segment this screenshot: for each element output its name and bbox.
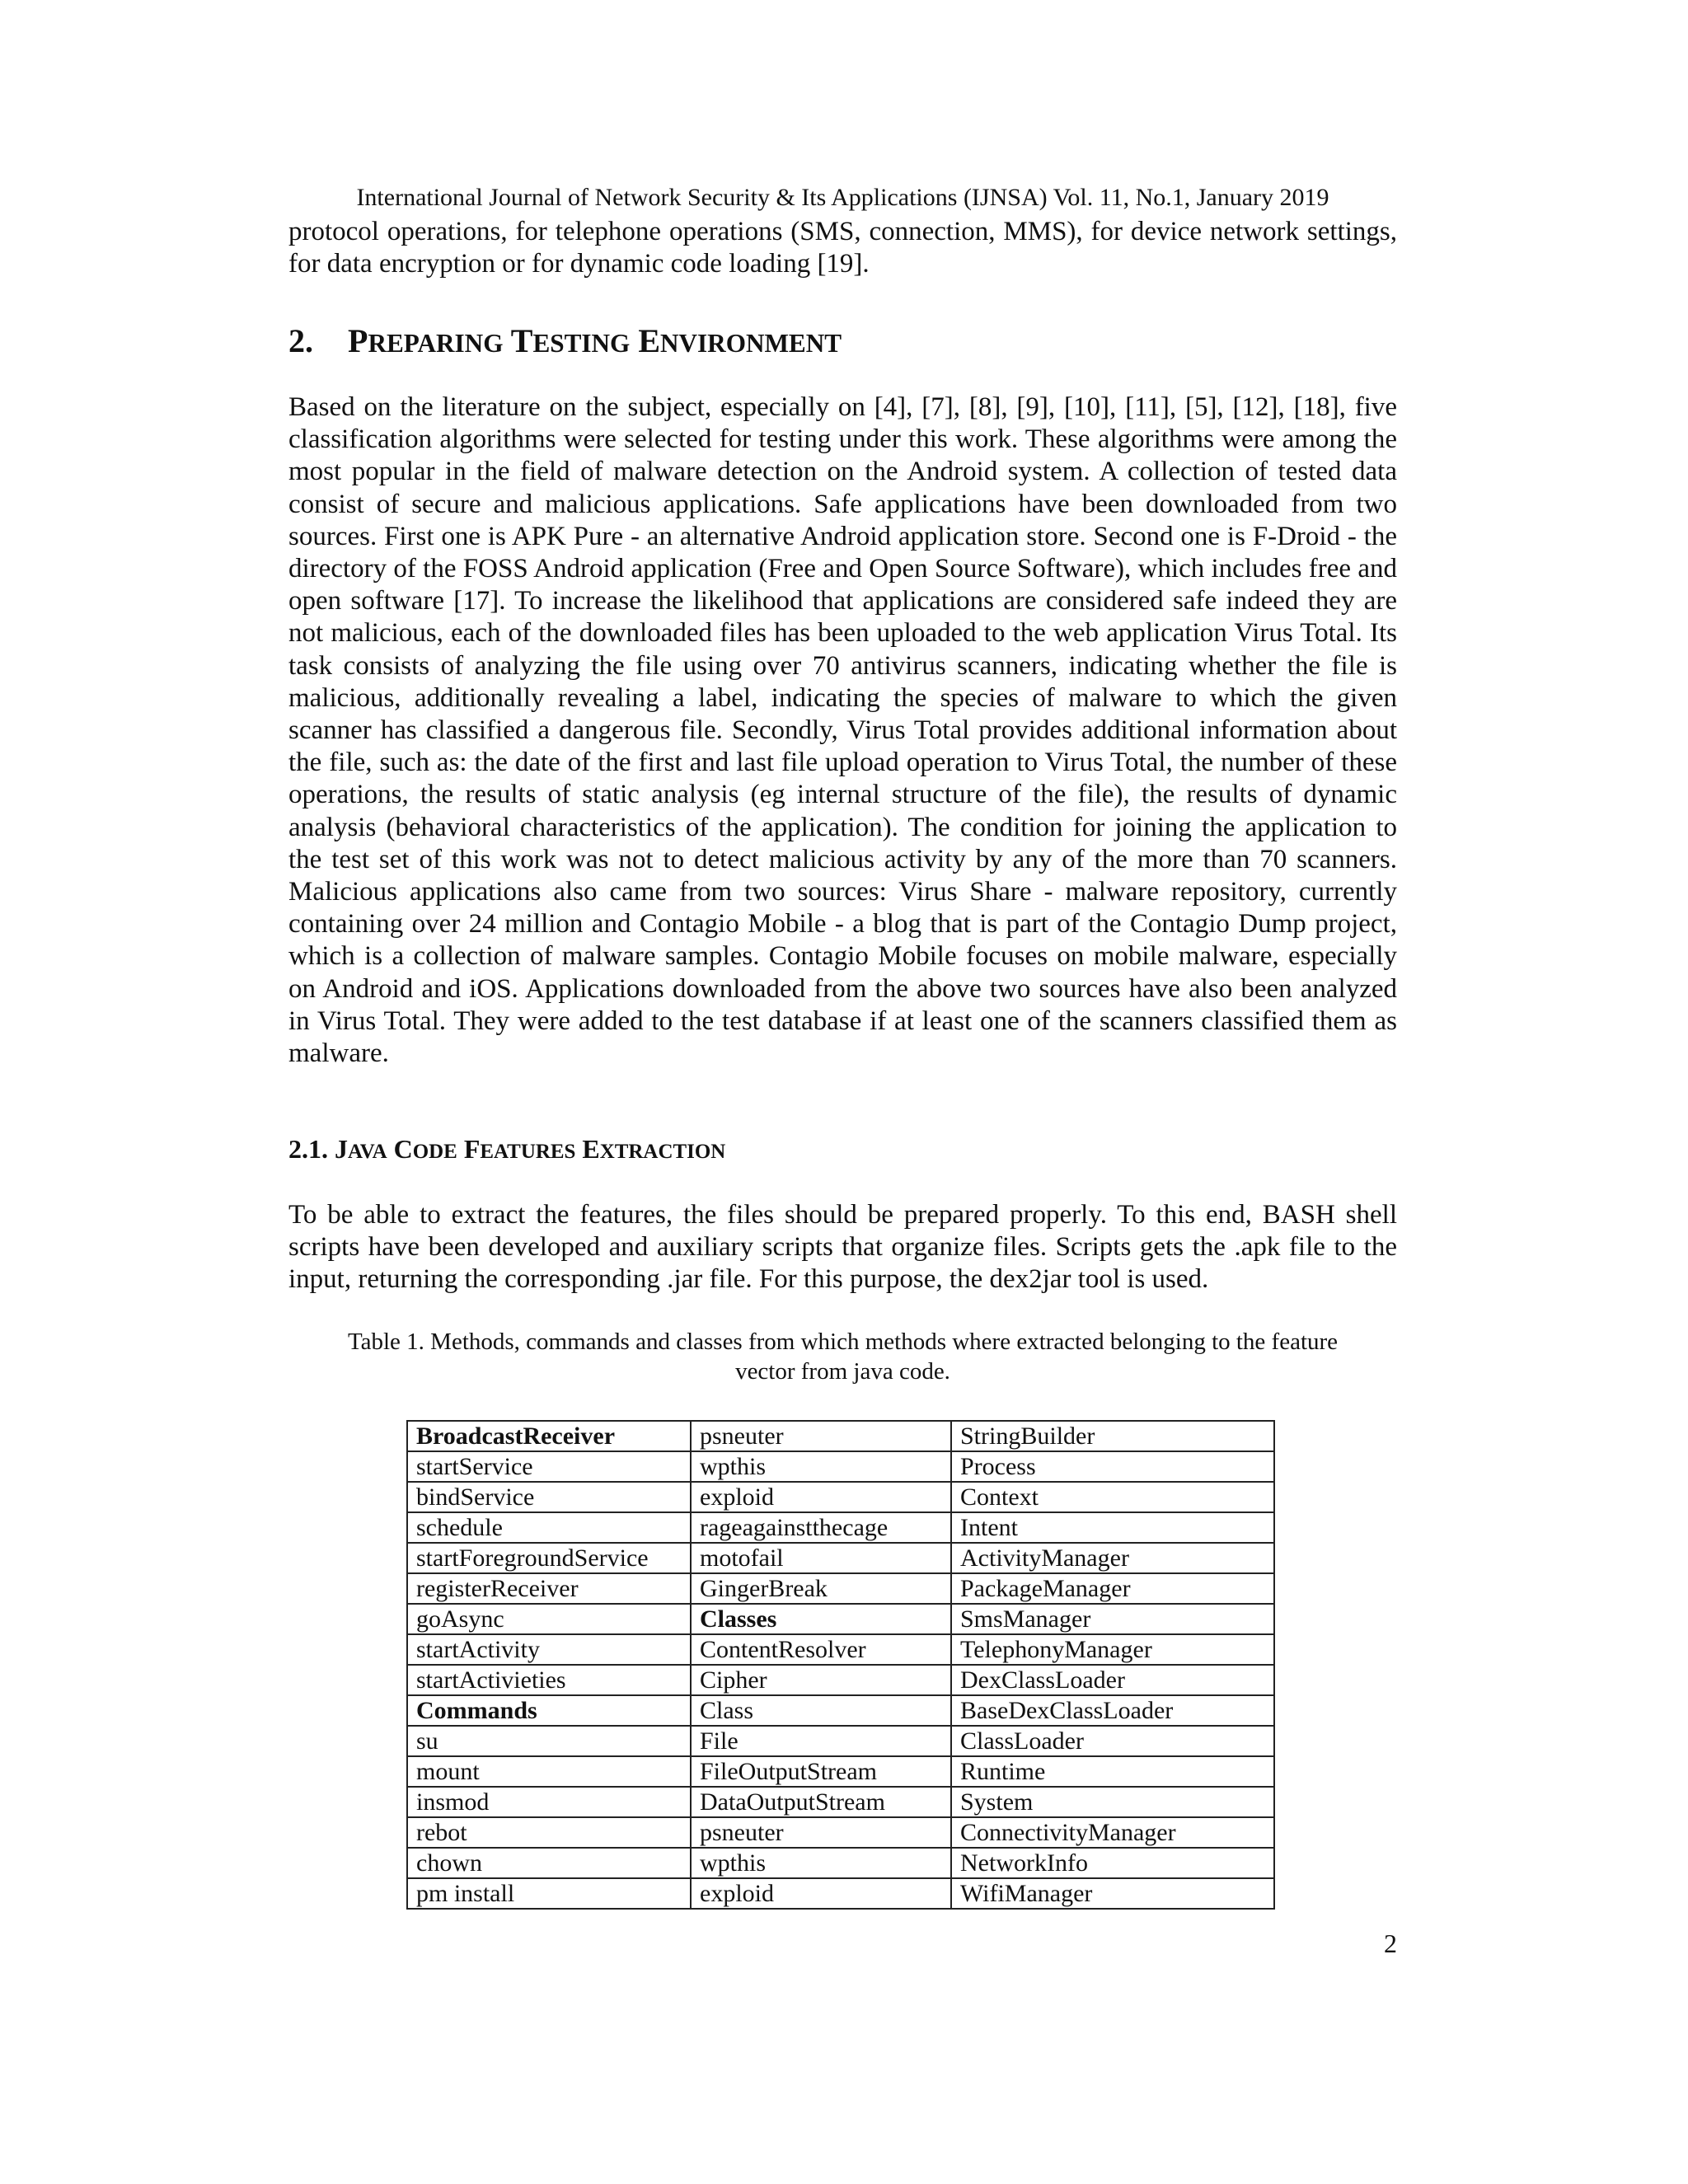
table-row (407, 1604, 1274, 1634)
table-row (407, 1421, 1274, 1451)
table-cell: FileOutputStream (691, 1756, 951, 1787)
section-2-title: PREPARING TESTING ENVIRONMENT (348, 322, 842, 359)
table-cell: goAsync (407, 1604, 691, 1634)
table-cell: Cipher (691, 1665, 951, 1695)
table-cell: Context (951, 1482, 1274, 1512)
table-cell: bindService (407, 1482, 691, 1512)
section-2-number: 2. (288, 322, 313, 359)
table-cell: registerReceiver (407, 1573, 691, 1604)
table-caption: Table 1. Methods, commands and classes from which methods where extracted belonging to the feature vector from java code. (347, 1329, 1339, 1385)
table-cell: BaseDexClassLoader (951, 1695, 1274, 1726)
page-number: 2 (1384, 1929, 1397, 1958)
table-cell: wpthis (691, 1451, 951, 1482)
table-row (407, 1451, 1274, 1482)
table-cell: chown (407, 1848, 691, 1878)
table-cell: StringBuilder (951, 1421, 1274, 1451)
table-cell: TelephonyManager (951, 1634, 1274, 1665)
section-2-paragraph-block (288, 391, 1397, 1070)
table-cell: System (951, 1787, 1274, 1817)
features-table (406, 1420, 1275, 1910)
table-cell: psneuter (691, 1817, 951, 1848)
table-cell: ConnectivityManager (951, 1817, 1274, 1848)
table-row (407, 1573, 1274, 1604)
section-2-1-heading (288, 1132, 1397, 1169)
intro-paragraph: protocol operations, for telephone operations (SMS, connection, MMS), for device network settings, for data encryption or for dynamic code loading [19]. (288, 217, 1397, 279)
table-cell: su (407, 1726, 691, 1756)
table-cell: Class (691, 1695, 951, 1726)
table-cell: Process (951, 1451, 1274, 1482)
table-row (407, 1695, 1274, 1726)
intro-paragraph-block (288, 216, 1397, 280)
table-cell: DexClassLoader (951, 1665, 1274, 1695)
table-cell: BroadcastReceiver (407, 1421, 691, 1451)
running-head: International Journal of Network Security & Its Applications (IJNSA) Vol. 11, No.1, January 2019 (356, 184, 1329, 211)
table-cell: rebot (407, 1817, 691, 1848)
table-cell: File (691, 1726, 951, 1756)
table-cell: exploid (691, 1482, 951, 1512)
table-cell: startService (407, 1451, 691, 1482)
table-row (407, 1543, 1274, 1573)
table-cell: mount (407, 1756, 691, 1787)
table-cell: wpthis (691, 1848, 951, 1878)
table-cell: schedule (407, 1512, 691, 1543)
section-2-1-paragraph: To be able to extract the features, the files should be prepared properly. To this end, BASH shell scripts have been developed and auxiliary scripts that organize files. Scripts gets the .apk file to the input, returning the corresponding .jar file. For this purpose, the dex2jar tool is used. (288, 1200, 1397, 1295)
table-cell: NetworkInfo (951, 1848, 1274, 1878)
table-cell: Intent (951, 1512, 1274, 1543)
table-cell: WifiManager (951, 1878, 1274, 1909)
table-row (407, 1665, 1274, 1695)
section-2-1-title: JAVA CODE FEATURES EXTRACTION (335, 1134, 726, 1164)
table-cell: startForegroundService (407, 1543, 691, 1573)
table-row (407, 1787, 1274, 1817)
table-cell: startActivity (407, 1634, 691, 1665)
table-cell: Runtime (951, 1756, 1274, 1787)
table-cell: startActivieties (407, 1665, 691, 1695)
table-row (407, 1848, 1274, 1878)
table-cell: psneuter (691, 1421, 951, 1451)
section-2-1-number: 2.1. (288, 1134, 328, 1164)
table-cell: GingerBreak (691, 1573, 951, 1604)
table-cell: ClassLoader (951, 1726, 1274, 1756)
table-cell: insmod (407, 1787, 691, 1817)
table-row (407, 1878, 1274, 1909)
table-row (407, 1756, 1274, 1787)
features-table-body (407, 1421, 1274, 1909)
table-cell: SmsManager (951, 1604, 1274, 1634)
table-row (407, 1512, 1274, 1543)
table-row (407, 1817, 1274, 1848)
table-row (407, 1726, 1274, 1756)
table-cell: pm install (407, 1878, 691, 1909)
table-cell: Commands (407, 1695, 691, 1726)
section-2-1-paragraph-block (288, 1199, 1397, 1296)
table-row (407, 1482, 1274, 1512)
table-cell: DataOutputStream (691, 1787, 951, 1817)
section-2-paragraph: Based on the literature on the subject, especially on [4], [7], [8], [9], [10], [11], [5], [12], [18], five classification algorithms were selected for testing under this work. These algorithms were among the most popular in the field of malware detection on the Android system. A collection of tested data consist of secure and malicious applications. Safe applications have been downloaded from two sources. First one is APK Pure - an alternative Android application store. Second one is F-Droid - the directory of the FOSS Android application (Free and Open Source Software), which includes free and open software [17]. To increase the likelihood that applications are considered safe indeed they are not malicious, each of the downloaded files has been uploaded to the web application Virus Total. Its task consists of analyzing the file using over 70 antivirus scanners, indicating whether the file is malicious, additionally revealing a label, indicating the species of malware to which the given scanner has classified a dangerous file. Secondly, Virus Total provides additional information about the file, such as: the date of the first and last file upload operation to Virus Total, the number of these operations, the results of static analysis (eg internal structure of the file), the results of dynamic analysis (behavioral characteristics of the application). The condition for joining the application to the test set of this work was not to detect malicious activity by any of the more than 70 scanners. Malicious applications also came from two sources: Virus Share - malware repository, currently containing over 24 million and Contagio Mobile - a blog that is part of the Contagio Dump project, which is a collection of malware samples. Contagio Mobile focuses on mobile malware, especially on Android and iOS. Applications downloaded from the above two sources have also been analyzed in Virus Total. They were added to the test database if at least one of the scanners classified them as malware. (288, 392, 1397, 1069)
table-cell: rageagainstthecage (691, 1512, 951, 1543)
table-row (407, 1634, 1274, 1665)
table-cell: Classes (691, 1604, 951, 1634)
section-2-heading (288, 321, 1397, 363)
table-cell: PackageManager (951, 1573, 1274, 1604)
table-cell: exploid (691, 1878, 951, 1909)
table-cell: motofail (691, 1543, 951, 1573)
table-cell: ContentResolver (691, 1634, 951, 1665)
table-cell: ActivityManager (951, 1543, 1274, 1573)
